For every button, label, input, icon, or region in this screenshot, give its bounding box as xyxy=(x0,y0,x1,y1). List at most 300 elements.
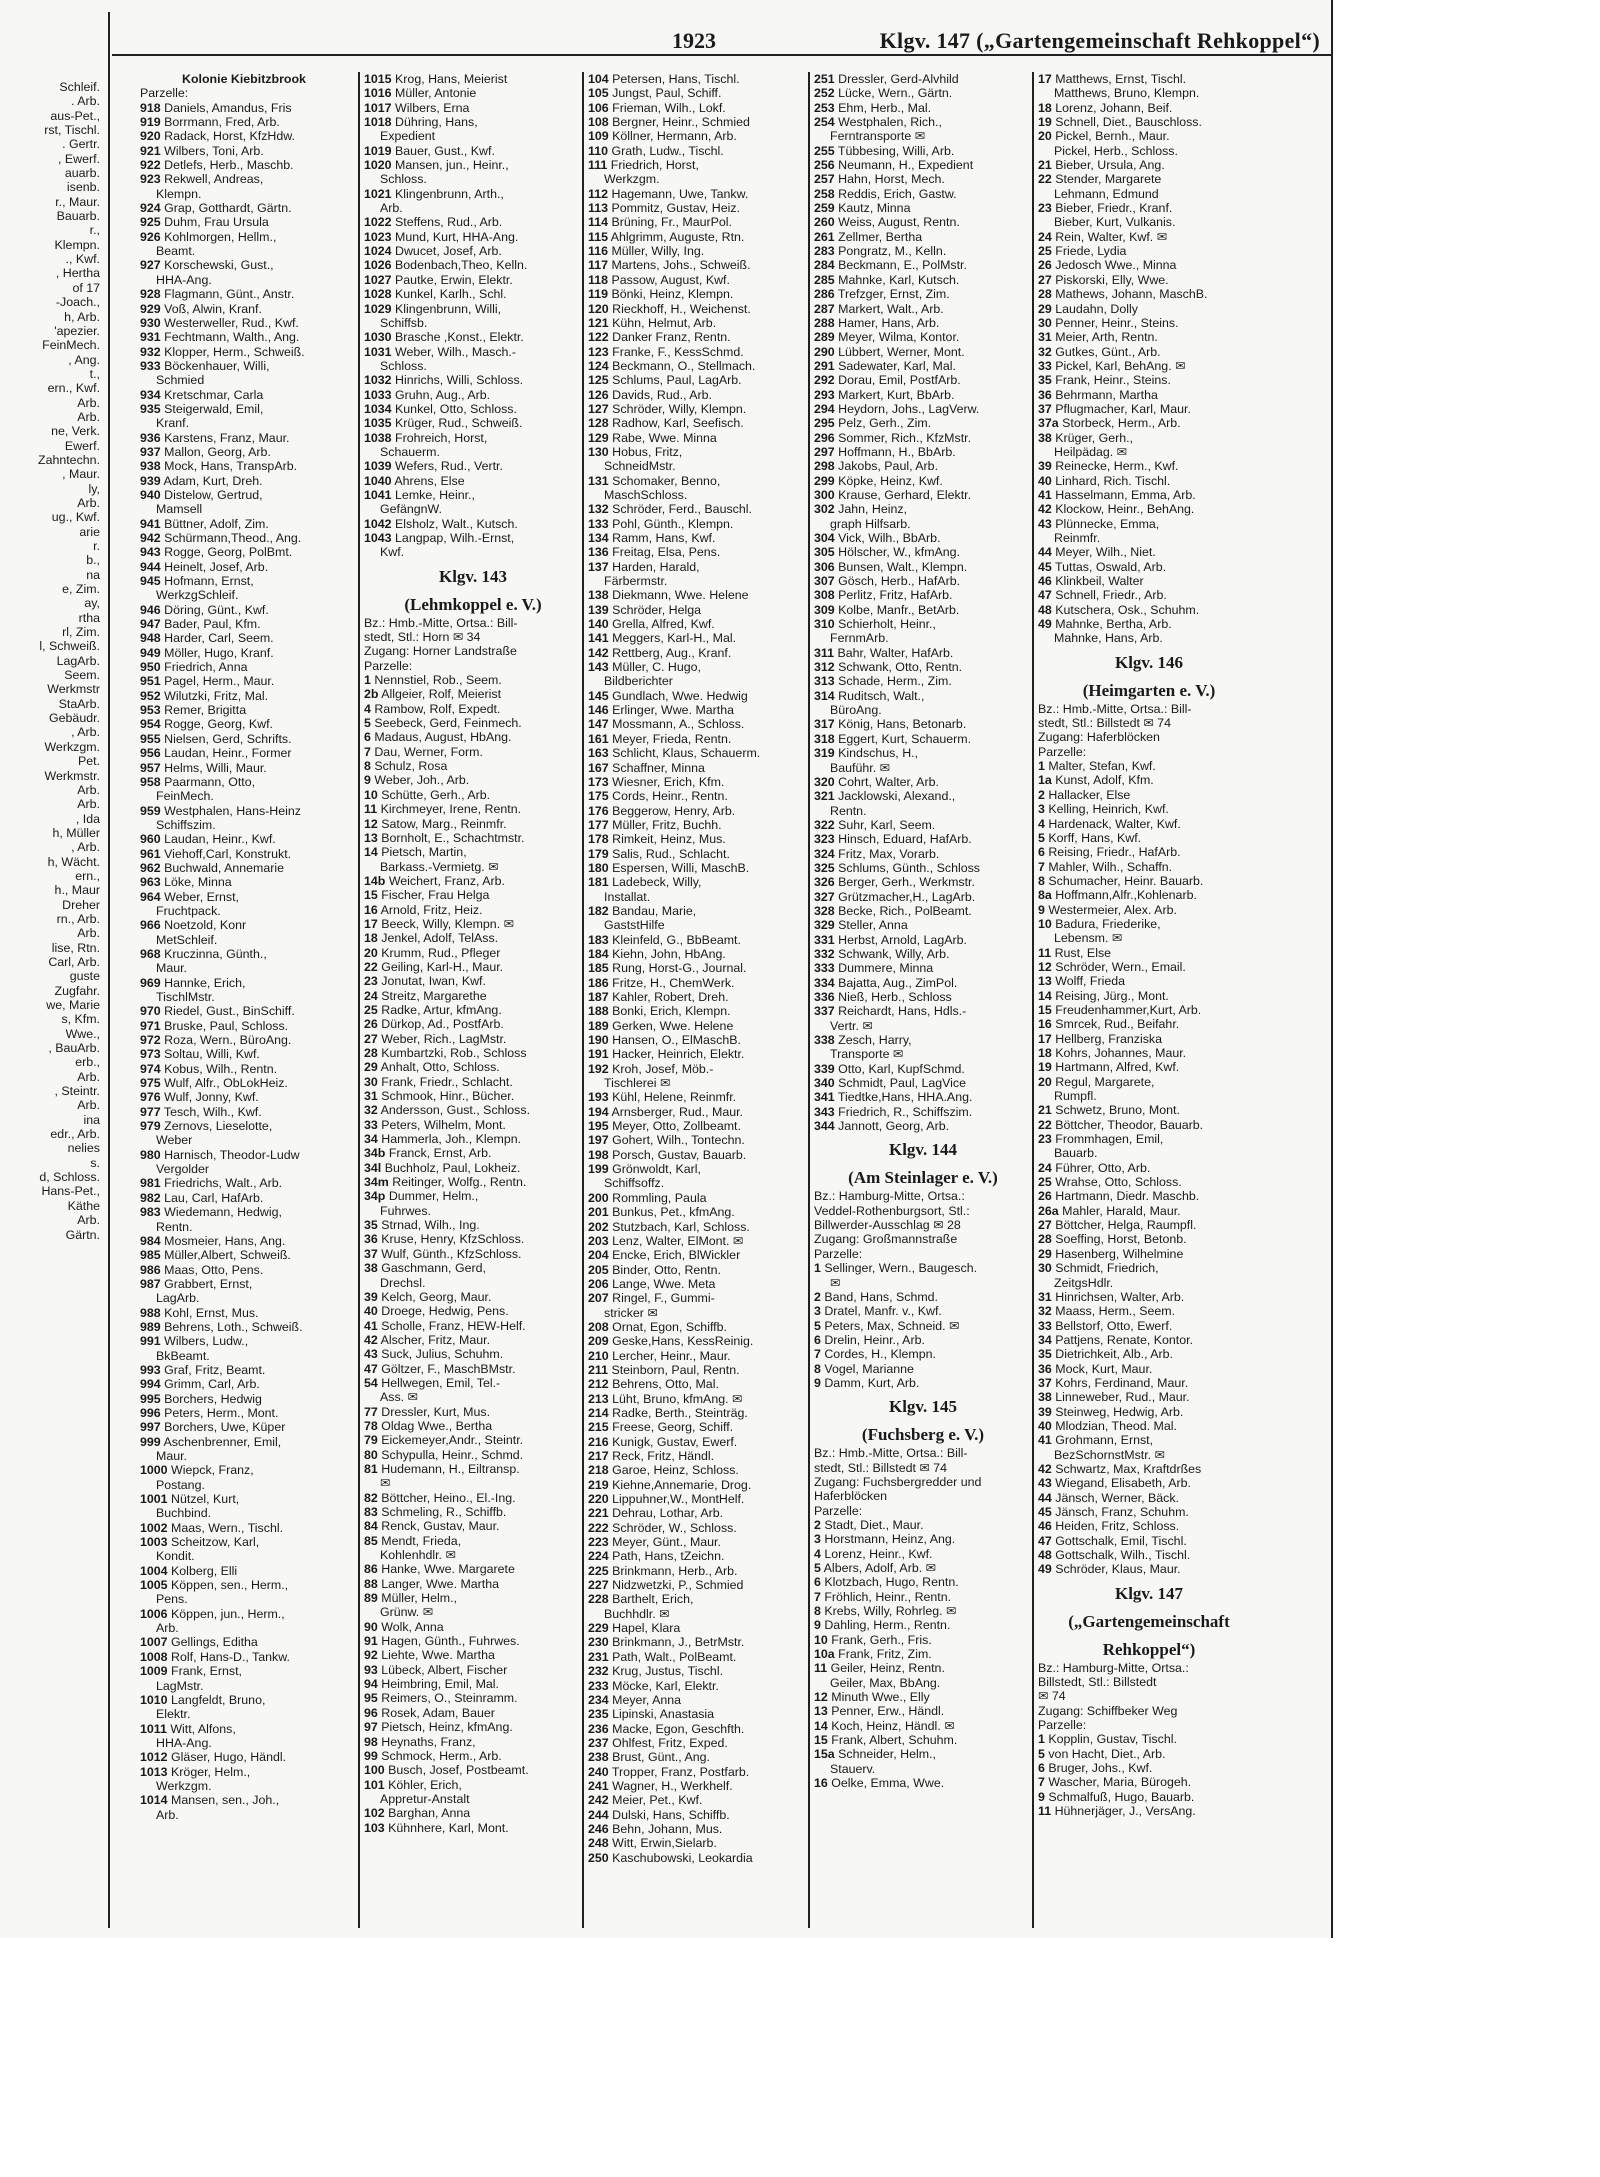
entry-text: Busch, Josef, Postbeamt. xyxy=(388,1763,529,1778)
entry-text: Bunsen, Walt., Klempn. xyxy=(838,559,968,574)
plot-number: 23 xyxy=(364,974,378,989)
entry-text: Schröder, Klaus, Maur. xyxy=(1055,1562,1181,1577)
entry-row xyxy=(140,1463,358,1477)
entry-text: Meyer, Frieda, Rentn. xyxy=(612,731,732,746)
plot-number: 1040 xyxy=(364,473,392,488)
entry-row xyxy=(588,531,808,545)
entry-text: Duhm, Frau Ursula xyxy=(164,215,269,230)
plot-number: 341 xyxy=(814,1090,835,1105)
entry-row xyxy=(364,1519,582,1533)
entry-row xyxy=(140,1334,358,1348)
entry-row xyxy=(364,388,582,402)
entry-text: Kunst, Adolf, Kfm. xyxy=(1055,773,1154,788)
entry-text: Cords, Heinr., Rentn. xyxy=(612,789,728,804)
entry-text: Jedosch Wwe., Minna xyxy=(1055,258,1177,273)
entry-row xyxy=(588,804,808,818)
plot-number: 981 xyxy=(140,1176,161,1191)
entry-row xyxy=(814,388,1032,402)
entry-text: Hoffmann,Alfr.,Kohlenarb. xyxy=(1055,888,1197,903)
plot-number: 930 xyxy=(140,315,161,330)
plot-number: 232 xyxy=(588,1664,609,1679)
entry-text: Kunigk, Gustav, Ewerf. xyxy=(612,1434,738,1449)
plot-number: 326 xyxy=(814,875,835,890)
entry-text: Westerweller, Rud., Kwf. xyxy=(164,315,299,330)
entry-row xyxy=(1038,172,1260,186)
section-note: Zugang: Horner Landstraße xyxy=(364,644,517,659)
entry-row xyxy=(1038,1247,1260,1261)
entry-row xyxy=(140,732,358,746)
plot-number: 306 xyxy=(814,559,835,574)
entry-text: Geske,Hans, KessReinig. xyxy=(612,1334,754,1349)
entry-row xyxy=(588,1650,808,1664)
entry-row xyxy=(588,1693,808,1707)
entry-text: Zellmer, Bertha xyxy=(838,229,923,244)
plot-number: 120 xyxy=(588,301,609,316)
entry-row xyxy=(364,1806,582,1820)
entry-row xyxy=(364,1376,582,1390)
entry-continuation: Schiffsb. xyxy=(380,315,428,330)
entry-row xyxy=(1038,802,1260,816)
plot-number: 996 xyxy=(140,1405,161,1420)
entry-row xyxy=(364,1778,582,1792)
edge-fragment: , Steintr. xyxy=(54,1084,100,1099)
entry-row xyxy=(364,1060,582,1074)
entry-text: Paarmann, Otto, xyxy=(164,774,256,789)
entry-row xyxy=(814,732,1032,746)
entry-row xyxy=(1038,1003,1260,1017)
plot-number: 28 xyxy=(364,1046,378,1060)
entry-text: Frank, Gerh., Fris. xyxy=(831,1632,932,1647)
entry-text: Steffens, Rud., Arb. xyxy=(395,215,503,230)
entry-text: Wrahse, Otto, Schloss. xyxy=(1055,1175,1182,1190)
edge-fragment: Arb. xyxy=(77,495,100,510)
entry-text: Wulf, Alfr., ObLokHeiz. xyxy=(164,1076,288,1091)
entry-row xyxy=(364,817,582,831)
edge-fragment: auarb. xyxy=(64,166,100,181)
edge-fragment: -Joach., xyxy=(55,295,100,310)
entry-text: Tuttas, Oswald, Arb. xyxy=(1055,559,1167,574)
entry-row xyxy=(588,1320,808,1334)
entry-row xyxy=(588,1521,808,1535)
entry-text: Minuth Wwe., Elly xyxy=(831,1690,930,1705)
entry-text: Wolk, Anna xyxy=(381,1619,444,1634)
plot-number: 121 xyxy=(588,315,609,330)
plot-number: 15a xyxy=(814,1747,835,1762)
plot-number: 54 xyxy=(364,1375,378,1390)
plot-number: 34l xyxy=(364,1160,382,1175)
plot-number: 27 xyxy=(1038,272,1052,287)
plot-number: 337 xyxy=(814,1004,835,1019)
plot-number: 127 xyxy=(588,401,609,416)
edge-fragment: Gebäudr. xyxy=(49,711,100,726)
entry-row xyxy=(364,1261,582,1275)
entry-row xyxy=(814,545,1032,559)
entry-row xyxy=(588,244,808,258)
entry-text: Hallacker, Else xyxy=(1048,787,1131,802)
entry-text: Helms, Willi, Maur. xyxy=(164,760,267,775)
plot-number: 3 xyxy=(1038,802,1045,817)
plot-number: 163 xyxy=(588,746,609,761)
entry-text: Meyer, Anna xyxy=(612,1692,682,1707)
entry-row xyxy=(588,1765,808,1779)
entry-row xyxy=(814,1661,1032,1675)
running-title: Klgv. 147 („Gartengemeinschaft Rehkoppel“) xyxy=(879,28,1320,53)
entry-row xyxy=(364,831,582,845)
entry-row xyxy=(588,847,808,861)
entry-text: Hinrichs, Willi, Schloss. xyxy=(395,373,524,388)
plot-number: 9 xyxy=(814,1375,821,1390)
plot-number: 931 xyxy=(140,330,161,345)
entry-continuation: GefängnW. xyxy=(380,502,442,517)
entry-row xyxy=(1038,488,1260,502)
entry-row xyxy=(364,702,582,716)
entry-text: Hellberg, Franziska xyxy=(1055,1031,1162,1046)
plot-number: 129 xyxy=(588,430,609,445)
entry-row xyxy=(1038,1519,1260,1533)
plot-number: 1 xyxy=(1038,1732,1045,1747)
entry-row xyxy=(1038,617,1260,631)
entry-text: Rosek, Adam, Bauer xyxy=(381,1705,495,1720)
entry-text: Harnisch, Theodor-Ludw xyxy=(164,1147,300,1162)
entry-row xyxy=(140,388,358,402)
plot-number: 240 xyxy=(588,1764,609,1779)
plot-number: 99 xyxy=(364,1748,378,1763)
entry-text: Krumm, Rud., Pfleger xyxy=(381,945,501,960)
plot-number: 40 xyxy=(1038,473,1052,488)
plot-number: 173 xyxy=(588,774,609,789)
plot-number: 86 xyxy=(364,1562,378,1577)
plot-number: 1002 xyxy=(140,1520,168,1535)
plot-number: 16 xyxy=(1038,1017,1052,1032)
entry-row xyxy=(814,689,1032,703)
plot-number: 221 xyxy=(588,1506,609,1521)
entry-text: Meggers, Karl-H., Mal. xyxy=(612,631,737,646)
plot-number: 322 xyxy=(814,817,835,832)
entry-text: Peters, Max, Schneid. ✉ xyxy=(824,1318,960,1333)
plot-number: 123 xyxy=(588,344,609,359)
plot-number: 128 xyxy=(588,416,609,431)
entry-continuation: Rentn. xyxy=(830,803,867,818)
plot-number: 37 xyxy=(1038,1375,1052,1390)
plot-number: 6 xyxy=(814,1332,821,1347)
entry-text: Rabe, Wwe. Minna xyxy=(612,430,717,445)
entry-row xyxy=(814,1261,1032,1275)
plot-number: 300 xyxy=(814,487,835,502)
entry-text: Gottschalk, Wilh., Tischl. xyxy=(1055,1548,1191,1563)
plot-number: 231 xyxy=(588,1649,609,1664)
plot-number: 6 xyxy=(1038,845,1045,860)
plot-number: 1018 xyxy=(364,115,392,130)
entry-continuation: Matthews, Bruno, Klempn. xyxy=(1054,86,1200,101)
entry-row xyxy=(814,904,1032,918)
plot-number: 954 xyxy=(140,717,161,732)
section-note: Parzelle: xyxy=(140,86,189,101)
entry-text: Kleinfeld, G., BbBeamt. xyxy=(612,932,741,947)
edge-fragment: na xyxy=(86,567,100,582)
plot-number: 177 xyxy=(588,817,609,832)
section-note: Parzelle: xyxy=(814,1246,863,1261)
entry-text: Tropper, Franz, Postfarb. xyxy=(611,1764,750,1779)
entry-row xyxy=(140,674,358,688)
edge-fragment: ern., xyxy=(75,868,100,883)
plot-number: 35 xyxy=(1038,1347,1052,1362)
plot-number: 104 xyxy=(588,72,609,86)
entry-row xyxy=(1038,817,1260,831)
entry-text: Sellinger, Wern., Baugesch. xyxy=(824,1261,978,1276)
plot-number: 110 xyxy=(588,143,608,158)
plot-number: 95 xyxy=(364,1691,378,1706)
entry-row xyxy=(140,1564,358,1578)
edge-fragment: Zugfahr. xyxy=(54,983,100,998)
plot-number: 289 xyxy=(814,330,835,345)
entry-text: Brinkmann, Herb., Arb. xyxy=(612,1563,738,1578)
entry-text: Suck, Julius, Schuhm. xyxy=(381,1347,504,1362)
entry-text: Beggerow, Henry, Arb. xyxy=(612,803,736,818)
entry-row xyxy=(364,960,582,974)
entry-row xyxy=(588,1090,808,1104)
plot-number: 113 xyxy=(588,201,608,216)
entry-text: Gundlach, Wwe. Hedwig xyxy=(612,688,748,703)
edge-fragment: 'apezier. xyxy=(54,323,100,338)
entry-row xyxy=(814,359,1032,373)
entry-text: Wiedemann, Hedwig, xyxy=(164,1205,282,1220)
plot-number: 7 xyxy=(1038,859,1045,874)
plot-number: 39 xyxy=(1038,459,1052,474)
entry-continuation: Schmied xyxy=(156,373,205,388)
entry-text: Otto, Karl, KupfSchmd. xyxy=(838,1061,965,1076)
entry-row xyxy=(1038,287,1260,301)
entry-text: Hartmann, Alfred, Kwf. xyxy=(1055,1060,1180,1075)
plot-number: 23 xyxy=(1038,1132,1052,1147)
section-note: ✉ 74 xyxy=(1038,1689,1066,1704)
entry-text: Ruditsch, Walt., xyxy=(838,688,925,703)
entry-text: Schmalfuß, Hugo, Bauarb. xyxy=(1048,1789,1195,1804)
entry-row xyxy=(1038,773,1260,787)
plot-number: 327 xyxy=(814,889,835,904)
plot-number: 47 xyxy=(1038,1533,1052,1548)
entry-row xyxy=(1038,502,1260,516)
plot-number: 2 xyxy=(814,1289,821,1304)
plot-number: 33 xyxy=(364,1117,378,1132)
entry-row xyxy=(814,215,1032,229)
entry-text: Lorenz, Heinr., Kwf. xyxy=(824,1546,933,1561)
plot-number: 1003 xyxy=(140,1535,168,1550)
entry-row xyxy=(140,660,358,674)
plot-number: 115 xyxy=(588,229,608,244)
plot-number: 947 xyxy=(140,617,161,632)
plot-number: 5 xyxy=(364,716,371,731)
entry-row xyxy=(140,1722,358,1736)
entry-row xyxy=(1038,1790,1260,1804)
plot-number: 202 xyxy=(588,1219,609,1234)
plot-number: 122 xyxy=(588,330,609,345)
entry-row xyxy=(140,847,358,861)
entry-text: Andersson, Gust., Schloss. xyxy=(380,1103,531,1118)
entry-text: Anhalt, Otto, Schloss. xyxy=(380,1060,500,1075)
entry-row xyxy=(364,1118,582,1132)
entry-text: Kelling, Heinrich, Kwf. xyxy=(1048,802,1169,817)
plot-number: 111 xyxy=(588,158,608,173)
entry-row xyxy=(364,302,582,316)
plot-number: 5 xyxy=(814,1561,821,1575)
entry-row xyxy=(814,861,1032,875)
entry-text: Weber, Ernst, xyxy=(164,889,239,904)
entry-row xyxy=(364,1620,582,1634)
entry-text: Wilbers, Ludw., xyxy=(164,1334,249,1349)
plot-number: 211 xyxy=(588,1362,608,1377)
entry-text: Dratel, Manfr. v., Kwf. xyxy=(824,1304,942,1319)
entry-text: Schneider, Helm., xyxy=(838,1747,936,1762)
plot-number: 253 xyxy=(814,100,835,115)
edge-fragment: edr., Arb. xyxy=(50,1127,100,1142)
entry-text: Herbst, Arnold, LagArb. xyxy=(838,932,967,947)
entry-row xyxy=(588,1506,808,1520)
entry-row xyxy=(588,961,808,975)
entry-row xyxy=(588,359,808,373)
plot-number: 29 xyxy=(1038,1246,1052,1261)
entry-row xyxy=(1038,1534,1260,1548)
page-edge xyxy=(1331,0,1333,1938)
plot-number: 940 xyxy=(140,487,161,502)
plot-number: 977 xyxy=(140,1104,161,1119)
plot-number: 302 xyxy=(814,502,835,517)
edge-fragment: rl, Zim. xyxy=(62,625,100,640)
plot-number: 35 xyxy=(1038,373,1052,388)
entry-row xyxy=(814,1062,1032,1076)
plot-number: 103 xyxy=(364,1820,385,1835)
plot-number: 942 xyxy=(140,531,161,545)
entry-row xyxy=(364,903,582,917)
plot-number: 246 xyxy=(588,1821,609,1836)
plot-number: 102 xyxy=(364,1806,385,1821)
entry-text: Westermeier, Alex. Arb. xyxy=(1048,902,1177,917)
entry-text: Smrcek, Rud., Beifahr. xyxy=(1055,1017,1180,1032)
plot-number: 133 xyxy=(588,516,609,531)
entry-row xyxy=(364,1491,582,1505)
entry-row xyxy=(140,746,358,760)
plot-number: 98 xyxy=(364,1734,378,1749)
entry-text: Daniels, Amandus, Fris xyxy=(164,100,292,115)
plot-number: 933 xyxy=(140,358,161,373)
plot-number: 1011 xyxy=(140,1721,167,1736)
entry-text: Müller, Antonie xyxy=(395,86,477,101)
entry-text: Bellstorf, Otto, Ewerf. xyxy=(1055,1318,1173,1333)
entry-text: Schlums, Paul, LagArb. xyxy=(612,373,742,388)
entry-row xyxy=(140,431,358,445)
section-heading: Klgv. 143 xyxy=(438,566,507,586)
entry-row xyxy=(1038,1304,1260,1318)
entry-continuation: Schiffszim. xyxy=(156,817,216,832)
edge-fragment: Arb. xyxy=(77,1213,100,1228)
plot-number: 184 xyxy=(588,946,609,961)
entry-text: Maass, Herm., Seem. xyxy=(1055,1304,1176,1319)
plot-number: 961 xyxy=(140,846,161,861)
entry-text: Krug, Justus, Tischl. xyxy=(612,1664,724,1679)
edge-fragment: Dreher xyxy=(62,897,100,912)
edge-fragment: Werkmstr xyxy=(47,682,100,697)
entry-text: Hamer, Hans, Arb. xyxy=(838,315,940,330)
entry-text: Aschenbrenner, Emil, xyxy=(163,1434,282,1449)
entry-text: Lau, Carl, HafArb. xyxy=(164,1190,264,1205)
entry-text: Band, Hans, Schmd. xyxy=(824,1289,938,1304)
plot-number: 183 xyxy=(588,932,609,947)
edge-fragment: nelies xyxy=(67,1141,100,1156)
entry-row xyxy=(364,531,582,545)
entry-row xyxy=(588,904,808,918)
entry-row xyxy=(814,1604,1032,1618)
plot-number: 336 xyxy=(814,990,835,1004)
entry-continuation: Mahnke, Hans, Arb. xyxy=(1054,631,1163,646)
edge-fragment: StaArb. xyxy=(58,696,100,711)
entry-row xyxy=(588,316,808,330)
entry-text: Frohreich, Horst, xyxy=(395,430,488,445)
entry-row xyxy=(814,1347,1032,1361)
plot-number: 995 xyxy=(140,1391,161,1406)
entry-text: Freitag, Elsa, Pens. xyxy=(612,545,721,560)
plot-number: 921 xyxy=(140,143,161,158)
entry-text: Klinkbeil, Walter xyxy=(1055,574,1144,589)
entry-row xyxy=(588,1822,808,1836)
entry-row xyxy=(364,1634,582,1648)
entry-text: Krüger, Gerh., xyxy=(1055,430,1134,445)
entry-text: Bergner, Heinr., Schmied xyxy=(612,115,750,130)
entry-text: Hinsch, Eduard, HafArb. xyxy=(838,832,972,847)
plot-number: 146 xyxy=(588,703,609,718)
entry-text: Lücke, Wern., Gärtn. xyxy=(838,86,953,101)
entry-continuation: Maur. xyxy=(156,961,187,976)
entry-row xyxy=(364,1161,582,1175)
entry-text: Eggert, Kurt, Schauerm. xyxy=(838,731,972,746)
entry-row xyxy=(140,631,358,645)
entry-row xyxy=(140,1521,358,1535)
edge-fragment: arie xyxy=(79,524,100,539)
entry-row xyxy=(814,890,1032,904)
entry-row xyxy=(588,1047,808,1061)
entry-row xyxy=(140,603,358,617)
plot-number: 1043 xyxy=(364,531,392,545)
plot-number: 922 xyxy=(140,158,161,173)
plot-number: 37 xyxy=(1038,401,1052,416)
plot-number: 92 xyxy=(364,1648,378,1663)
entry-text: Mallon, Georg, Arb. xyxy=(164,444,271,459)
entry-row xyxy=(588,230,808,244)
entry-row xyxy=(588,1779,808,1793)
entry-text: Rambow, Rolf, Expedt. xyxy=(374,701,501,716)
plot-number: 114 xyxy=(588,215,608,230)
entry-row xyxy=(140,172,358,186)
plot-number: 939 xyxy=(140,473,161,488)
entry-text: Reddis, Erich, Gastw. xyxy=(838,186,957,201)
entry-text: Kahler, Robert, Dreh. xyxy=(612,990,729,1004)
entry-row xyxy=(364,402,582,416)
entry-row xyxy=(140,115,358,129)
entry-row xyxy=(364,1089,582,1103)
entry-text: Danker Franz, Rentn. xyxy=(612,330,731,345)
plot-number: 38 xyxy=(1038,1390,1052,1405)
entry-continuation: Reinmfr. xyxy=(1054,531,1101,545)
entry-row xyxy=(364,1146,582,1160)
entry-row xyxy=(1038,1161,1260,1175)
entry-row xyxy=(1038,1175,1260,1189)
plot-number: 9 xyxy=(1038,902,1045,917)
plot-number: 971 xyxy=(140,1018,161,1033)
entry-text: Kelch, Georg, Maur. xyxy=(381,1289,492,1304)
entry-text: Ahrens, Else xyxy=(394,473,465,488)
entry-row xyxy=(814,1090,1032,1104)
entry-row xyxy=(364,287,582,301)
entry-text: Viehoff,Carl, Konstrukt. xyxy=(164,846,292,861)
entry-text: Rung, Horst-G., Journal. xyxy=(612,961,747,976)
